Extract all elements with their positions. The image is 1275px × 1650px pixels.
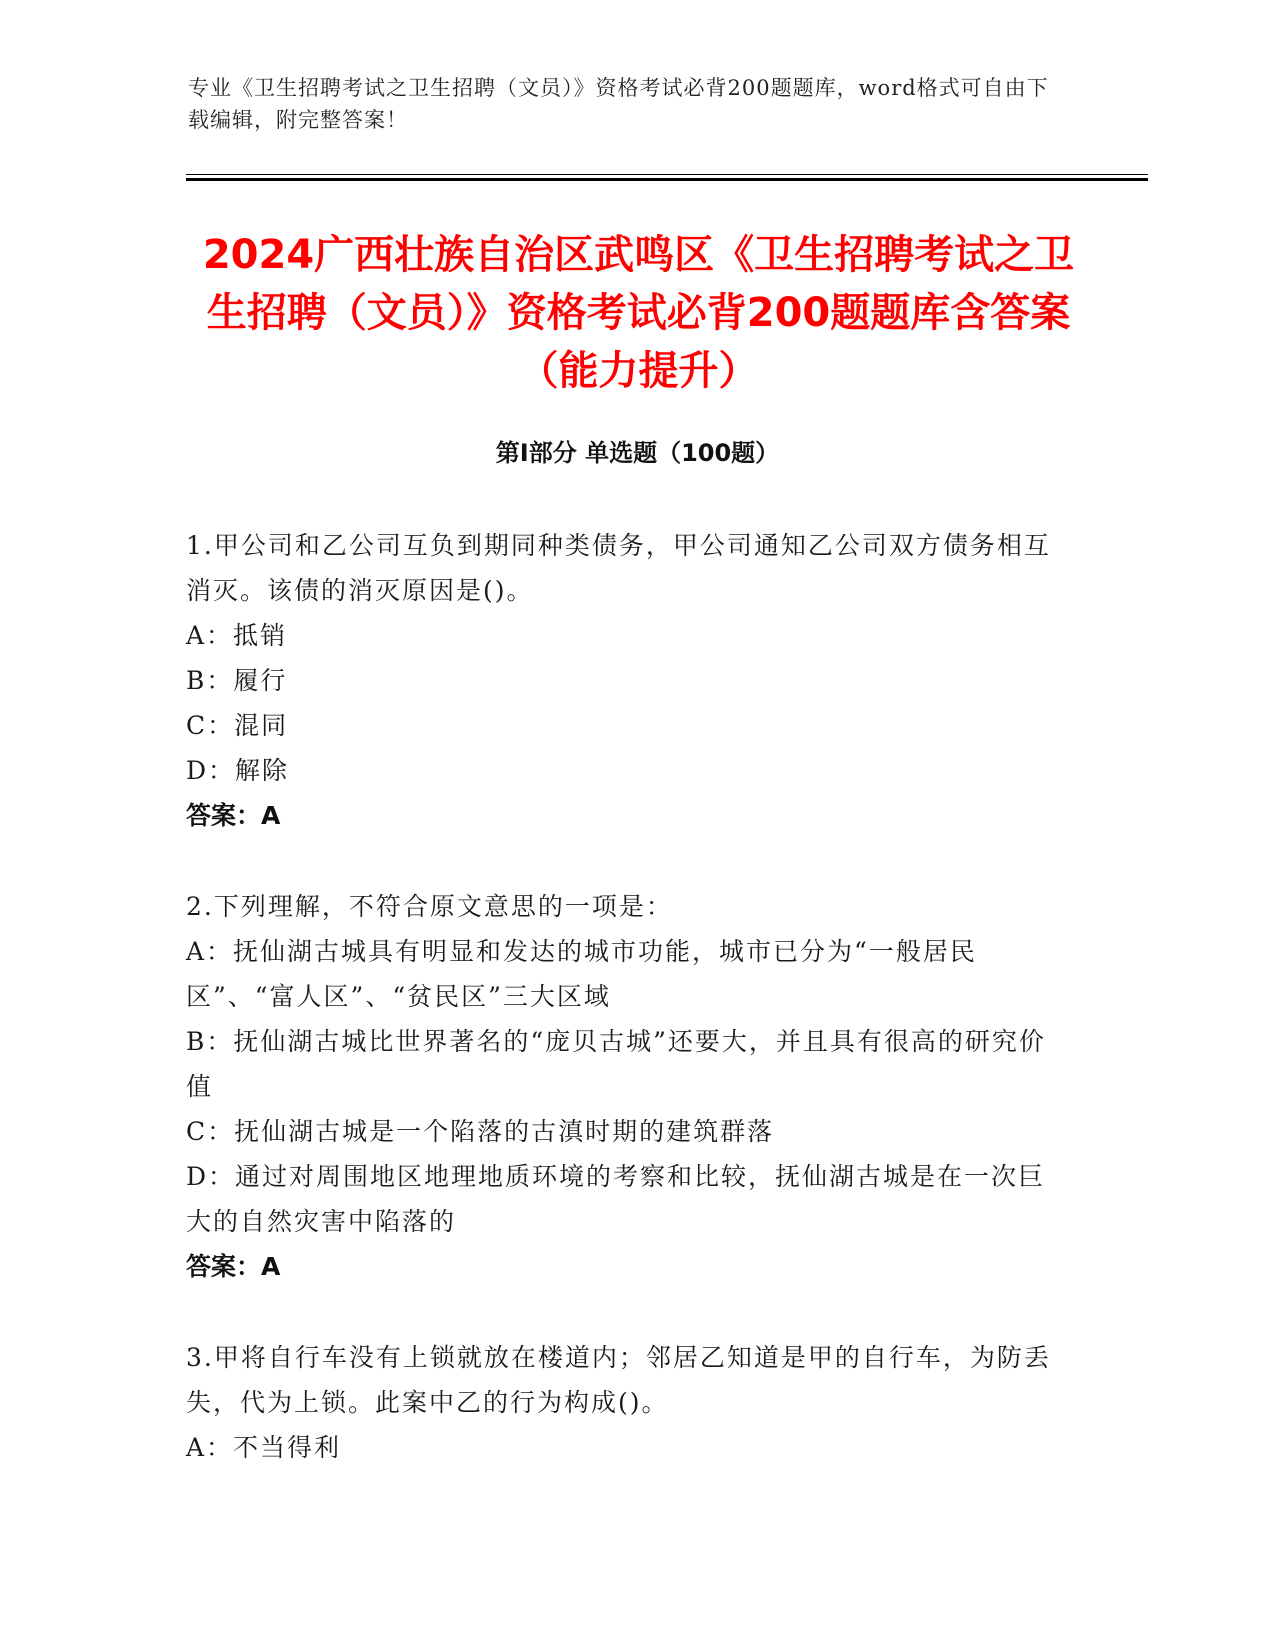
- option-a: A：抚仙湖古城具有明显和发达的城市功能，城市已分为“一般居民区”、“富人区”、“贫民区”三大区域: [186, 937, 977, 1011]
- option-d: D：通过对周围地区地理地质环境的考察和比较，抚仙湖古城是在一次巨大的自然灾害中陷落的: [186, 1162, 1046, 1236]
- option-a: A：不当得利: [186, 1433, 342, 1462]
- option-c: C：抚仙湖古城是一个陷落的古滇时期的建筑群落: [186, 1117, 775, 1146]
- question-text: 2.下列理解，不符合原文意思的一项是：: [186, 892, 673, 921]
- option-a: A：抵销: [186, 621, 288, 650]
- option-b: B：履行: [186, 666, 288, 695]
- document-title: 2024广西壮族自治区武鸣区《卫生招聘考试之卫生招聘（文员）》资格考试必背200题题库含答案（能力提升）: [202, 232, 1075, 394]
- answer-line: 答案：A: [186, 1252, 281, 1281]
- question-1: [186, 523, 1066, 838]
- question-list: [186, 523, 1066, 1516]
- option-c: C：混同: [186, 711, 289, 740]
- section-title: 第Ⅰ部分 单选题（100题）: [495, 439, 780, 467]
- question-3: [186, 1335, 1066, 1470]
- header-note: 专业《卫生招聘考试之卫生招聘（文员）》资格考试必背200题题库，word格式可自由下载编辑，附完整答案！: [188, 76, 1049, 132]
- question-text: 3.甲将自行车没有上锁就放在楼道内；邻居乙知道是甲的自行车，为防丢失，代为上锁。此案中乙的行为构成()。: [186, 1343, 1051, 1417]
- header-divider-thin: [186, 174, 1148, 175]
- answer-line: 答案：A: [186, 801, 281, 830]
- header-divider-thick: [186, 178, 1148, 181]
- option-b: B：抚仙湖古城比世界著名的“庞贝古城”还要大，并且具有很高的研究价值: [186, 1027, 1046, 1101]
- question-2: [186, 884, 1066, 1289]
- question-text: 1.甲公司和乙公司互负到期同种类债务，甲公司通知乙公司双方债务相互消灭。该债的消灭原因是()。: [186, 531, 1051, 605]
- option-d: D：解除: [186, 756, 290, 785]
